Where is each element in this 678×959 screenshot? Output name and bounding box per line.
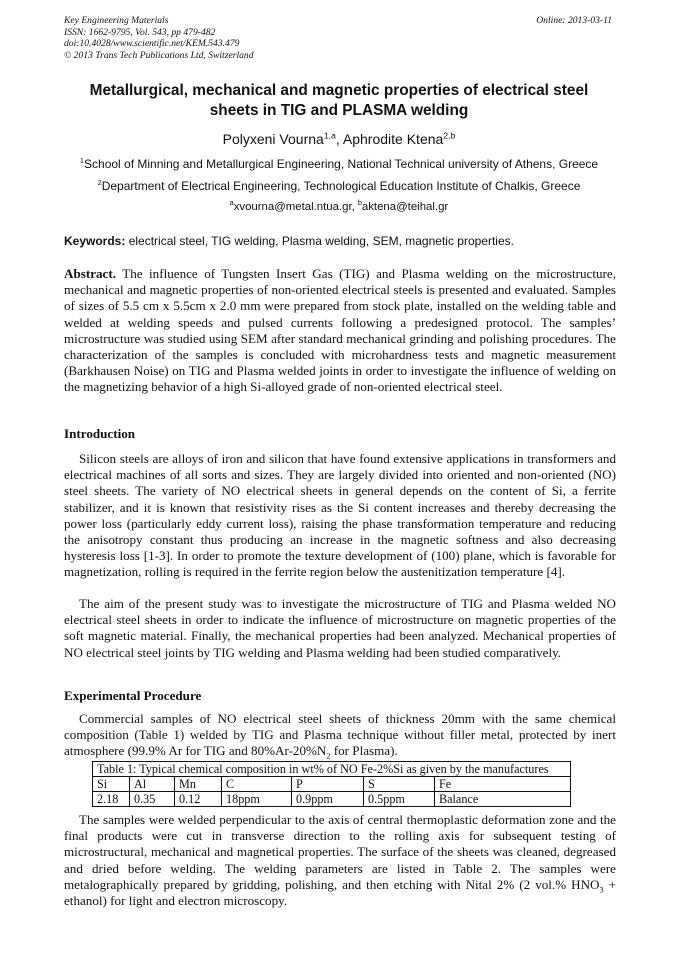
email-2-mark: b: [357, 200, 362, 208]
abstract: [64, 266, 616, 396]
table-header-cell: Si: [93, 777, 130, 792]
nitric-acid-subscript: 3: [599, 885, 604, 895]
author-separator: ,: [335, 131, 343, 147]
affiliation-1-mark: 1: [79, 156, 85, 165]
introduction-heading: Introduction: [64, 426, 136, 441]
doi-line: doi:10.4028/www.scientific.net/KEM.543.479: [64, 38, 240, 49]
table-cell: 0.35: [130, 792, 175, 807]
table-cell: Balance: [435, 792, 571, 807]
table-1: [92, 761, 571, 807]
nitrogen-subscript: 2: [326, 752, 331, 762]
table-header-cell: Al: [130, 777, 175, 792]
online-date: Online: 2013-03-11: [536, 15, 612, 26]
author-2: Aphrodite Ktena: [342, 131, 444, 147]
keywords: [64, 234, 616, 248]
author-1-mark: 1,a: [323, 130, 336, 141]
introduction-paragraph-1: Silicon steels are alloys of iron and silicon that have found extensive applications in transformers and electrical machines of all sorts and sizes. They are largely divided into oriented and non-oriented (NO) steel sheets. The variety of NO electrical sheets in general depends on the content of Si, a ferrite stabilizer, and it is known that resistivity rises as the Si content increases and thereby decreasing the power loss (particularly eddy current loss), raising the phase transformation temperature and reducing the anisotropy constant thus producing an increase in the magnetic softness and also decreasing hysteresis loss [1-3]. In order to promote the texture development of (100) plane, which is favorable for magnetization, rolling is required in the ferrite region below the austenitization temperature [4].: [64, 451, 616, 580]
table-header-cell: Mn: [175, 777, 222, 792]
keywords-label: Keywords:: [64, 234, 126, 248]
experimental-paragraph-1-end: for Plasma).: [330, 743, 398, 759]
table-header-cell: P: [292, 777, 364, 792]
experimental-paragraph-2: [64, 812, 616, 909]
table-header-row: [93, 777, 571, 792]
email-2: aktena@teihal.gr: [361, 201, 449, 213]
paper-title: [60, 81, 618, 121]
table-cell: 18ppm: [222, 792, 292, 807]
table-cell: 0.12: [175, 792, 222, 807]
introduction-paragraph-2: The aim of the present study was to investigate the microstructure of TIG and Plasma welded NO electrical steel sheets in order to indicate the influence of microstructure on magnetic properties of the soft magnetic material. Finally, the mechanical properties had been analyzed. Mechanical properties of NO electrical steel joints by TIG welding and Plasma welding had been studied comparatively.: [64, 596, 616, 660]
affiliation-1: [60, 157, 618, 171]
table-header-cell: S: [364, 777, 435, 792]
experimental-paragraph-1-text: Commercial samples of NO electrical steel sheets of thickness 20mm with the same chemical composition (Table 1) welded by TIG and Plasma technique without filler metal, protected by inert atmosphere (99.9% Ar for TIG and 80%Ar-20%N: [64, 711, 616, 759]
title-line-1: Metallurgical, mechanical and magnetic properties of electrical steel: [89, 82, 589, 99]
email-1: xvourna@metal.ntua.gr,: [233, 201, 355, 213]
issn-line: ISSN: 1662-9795, Vol. 543, pp 479-482: [64, 26, 216, 38]
table-header-cell: Fe: [435, 777, 571, 792]
experimental-paragraph-1: [64, 711, 616, 760]
author-2-mark: 2,b: [443, 130, 456, 141]
affiliation-1-text: School of Minning and Metallurgical Engineering, National Technical university of Athens, Greece: [84, 157, 599, 171]
abstract-label: Abstract.: [64, 266, 116, 281]
experimental-paragraph-2-text: The samples were welded perpendicular to the axis of central thermoplastic deformation zone and the final products were cut in transverse direction to the rolling axis for subsequent testing of microstructural, mechanical and magnetical properties. The surface of the sheets was cleaned, degreased and dried before welding. The welding parameters are listed in Table 2. The samples were metalographically prepared by gridding, polishing, and then etching with Nital 2% (2 vol.% HNO: [64, 812, 616, 892]
affiliation-2-mark: 2: [97, 178, 102, 187]
authors: [60, 131, 618, 147]
affiliation-2-text: Department of Electrical Engineering, Technological Education Institute of Chalkis, Greece: [101, 179, 581, 193]
journal-name: Key Engineering Materials: [64, 15, 169, 26]
table-header-cell: C: [222, 777, 292, 792]
copyright-line: © 2013 Trans Tech Publications Ltd, Switzerland: [64, 49, 254, 61]
table-cell: 0.5ppm: [364, 792, 435, 807]
affiliation-2: [60, 179, 618, 193]
abstract-text: The influence of Tungsten Insert Gas (TIG) and Plasma welding on the microstructure, mechanical and magnetic properties of non-oriented electrical steels is presented and evaluated. Samples of sizes of 5.5 cm x 5.5cm x 2.0 mm were prepared from stock plate, installed on the welding table and welded at welding speeds and pulsed currents following a predesigned protocol. The samples’ microstructure was studied using SEM after standard mechanical grinding and polishing procedures. The characterization of the samples is concluded with microhardness tests and magnetic measurement (Barkhausen Noise) on TIG and Plasma welded joints in order to investigate the influence of welding on the magnetizing behavior of a high Si-alloyed grade of non-oriented electrical steel.: [64, 266, 616, 395]
journal-header: [64, 15, 254, 61]
title-line-2: sheets in TIG and PLASMA welding: [209, 102, 469, 119]
table-row: [93, 792, 571, 807]
experimental-paragraph-2-end: + ethanol) for light and electron microscopy.: [64, 876, 616, 909]
table-cell: 0.9ppm: [292, 792, 364, 807]
table-1-caption: Table 1: Typical chemical composition in wt% of NO Fe-2%Si as given by the manufactures: [93, 762, 571, 777]
keywords-text: electrical steel, TIG welding, Plasma welding, SEM, magnetic properties.: [125, 234, 514, 248]
author-1: Polyxeni Vourna: [222, 131, 324, 147]
experimental-heading: Experimental Procedure: [64, 688, 202, 703]
table-cell: 2.18: [93, 792, 130, 807]
email-1-mark: a: [229, 200, 234, 208]
emails: [60, 201, 618, 213]
